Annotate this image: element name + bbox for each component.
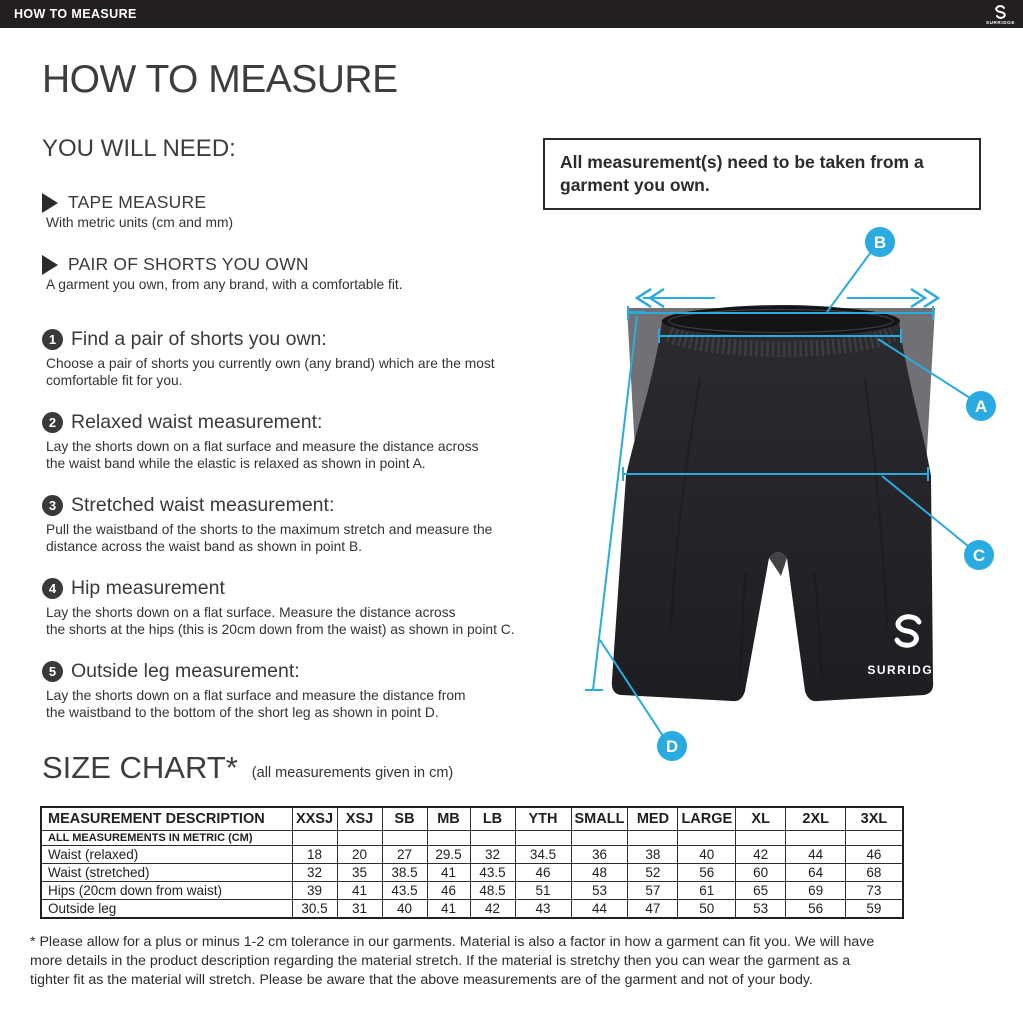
step-title: Outside leg measurement: xyxy=(71,660,300,682)
value-cell: 43 xyxy=(515,899,571,918)
step-description xyxy=(46,605,532,638)
value-cell: 47 xyxy=(628,899,678,918)
step-title: Hip measurement xyxy=(71,577,225,599)
value-cell: 61 xyxy=(678,881,736,899)
steps-list xyxy=(42,328,532,721)
value-cell: 43.5 xyxy=(470,863,515,881)
empty-cell xyxy=(736,830,786,845)
step-description xyxy=(46,522,532,555)
step-title: Stretched waist measurement: xyxy=(71,494,335,516)
step-description-line: the shorts at the hips (this is 20cm down from the waist) as shown in point C. xyxy=(46,621,515,637)
step-title: Relaxed waist measurement: xyxy=(71,411,323,433)
step-number-badge: 2 xyxy=(42,412,63,433)
value-cell: 38 xyxy=(628,845,678,863)
value-cell: 65 xyxy=(736,881,786,899)
need-item-description: With metric units (cm and mm) xyxy=(46,215,234,230)
row-label: Outside leg xyxy=(41,899,292,918)
value-cell: 44 xyxy=(786,845,846,863)
value-cell: 39 xyxy=(292,881,337,899)
stretch-arrow-left-icon xyxy=(637,289,715,307)
value-cell: 69 xyxy=(786,881,846,899)
step-number-badge: 5 xyxy=(42,661,63,682)
column-header: LARGE xyxy=(678,807,736,830)
step-number-badge: 1 xyxy=(42,329,63,350)
value-cell: 56 xyxy=(786,899,846,918)
row-label: Waist (relaxed) xyxy=(41,845,292,863)
value-cell: 46 xyxy=(846,845,903,863)
need-item-shorts xyxy=(42,254,532,292)
table-row xyxy=(41,845,903,863)
value-cell: 53 xyxy=(571,881,628,899)
value-cell: 51 xyxy=(515,881,571,899)
need-item-description: A garment you own, from any brand, with a comfortable fit. xyxy=(46,277,403,292)
column-header: MED xyxy=(628,807,678,830)
value-cell: 52 xyxy=(628,863,678,881)
main-content xyxy=(42,58,532,743)
column-header: LB xyxy=(470,807,515,830)
value-cell: 32 xyxy=(470,845,515,863)
value-cell: 31 xyxy=(337,899,382,918)
size-chart-table xyxy=(40,806,904,919)
empty-cell xyxy=(628,830,678,845)
footnote xyxy=(30,933,1005,990)
column-header: MEASUREMENT DESCRIPTION xyxy=(41,807,292,830)
empty-cell xyxy=(571,830,628,845)
column-header: 3XL xyxy=(846,807,903,830)
row-label: Hips (20cm down from waist) xyxy=(41,881,292,899)
value-cell: 18 xyxy=(292,845,337,863)
table-header-row xyxy=(41,807,903,830)
empty-cell xyxy=(337,830,382,845)
value-cell: 60 xyxy=(736,863,786,881)
value-cell: 20 xyxy=(337,845,382,863)
waist-opening xyxy=(662,306,900,336)
column-header: SB xyxy=(382,807,427,830)
crotch-shadow xyxy=(769,552,787,576)
empty-cell xyxy=(678,830,736,845)
value-cell: 42 xyxy=(470,899,515,918)
value-cell: 32 xyxy=(292,863,337,881)
value-cell: 41 xyxy=(337,881,382,899)
value-cell: 64 xyxy=(786,863,846,881)
footnote-line: * Please allow for a plus or minus 1-2 cm tolerance in our garments. Material is also a factor in how a garment can fit you. We will have xyxy=(30,934,875,950)
step-1 xyxy=(42,328,532,389)
notice-text: All measurement(s) need to be taken from a garment you own. xyxy=(560,152,924,195)
value-cell: 43.5 xyxy=(382,881,427,899)
value-cell: 50 xyxy=(678,899,736,918)
column-header: XSJ xyxy=(337,807,382,830)
table-row xyxy=(41,881,903,899)
step-title: Find a pair of shorts you own: xyxy=(71,328,327,350)
empty-cell xyxy=(427,830,470,845)
step-description xyxy=(46,439,532,472)
step-number-badge: 3 xyxy=(42,495,63,516)
value-cell: 46 xyxy=(427,881,470,899)
value-cell: 68 xyxy=(846,863,903,881)
column-header: YTH xyxy=(515,807,571,830)
value-cell: 27 xyxy=(382,845,427,863)
empty-cell xyxy=(382,830,427,845)
value-cell: 73 xyxy=(846,881,903,899)
step-description-line: comfortable fit for you. xyxy=(46,372,183,388)
empty-cell xyxy=(515,830,571,845)
value-cell: 41 xyxy=(427,899,470,918)
empty-cell xyxy=(786,830,846,845)
value-cell: 57 xyxy=(628,881,678,899)
empty-cell xyxy=(292,830,337,845)
step-5 xyxy=(42,660,532,721)
metric-note-cell: ALL MEASUREMENTS IN METRIC (CM) xyxy=(41,830,292,845)
value-cell: 41 xyxy=(427,863,470,881)
marker-d-label: D xyxy=(665,737,679,756)
need-item-label: TAPE MEASURE xyxy=(68,192,207,212)
value-cell: 44 xyxy=(571,899,628,918)
marker-c-label: C xyxy=(972,546,986,565)
value-cell: 59 xyxy=(846,899,903,918)
value-cell: 38.5 xyxy=(382,863,427,881)
metric-note-row xyxy=(41,830,903,845)
need-item-label: PAIR OF SHORTS YOU OWN xyxy=(68,254,309,274)
shorts-illustration xyxy=(575,228,1023,788)
value-cell: 48.5 xyxy=(470,881,515,899)
value-cell: 40 xyxy=(382,899,427,918)
value-cell: 30.5 xyxy=(292,899,337,918)
step-description-line: Choose a pair of shorts you currently own (any brand) which are the most xyxy=(46,356,495,371)
marker-a-label: A xyxy=(974,397,988,416)
size-chart-caption: (all measurements given in cm) xyxy=(251,765,454,781)
top-bar xyxy=(0,0,1023,28)
empty-cell xyxy=(470,830,515,845)
value-cell: 40 xyxy=(678,845,736,863)
step-description-line: Lay the shorts down on a flat surface. Measure the distance across xyxy=(46,605,456,620)
size-chart-title: SIZE CHART* xyxy=(42,750,238,785)
column-header: MB xyxy=(427,807,470,830)
topbar-title: HOW TO MEASURE xyxy=(14,7,137,21)
column-header: XXSJ xyxy=(292,807,337,830)
column-header: SMALL xyxy=(571,807,628,830)
value-cell: 56 xyxy=(678,863,736,881)
value-cell: 36 xyxy=(571,845,628,863)
surridge-logo-icon xyxy=(994,5,1007,20)
row-label: Waist (stretched) xyxy=(41,863,292,881)
footnote-line: tighter fit as the material will stretch. Please be aware that the above measurements are of the garment and not of your body. xyxy=(30,972,813,988)
value-cell: 34.5 xyxy=(515,845,571,863)
surridge-logo xyxy=(986,3,1015,26)
step-description-line: the waist band while the elastic is relaxed as shown in point A. xyxy=(46,455,426,471)
value-cell: 53 xyxy=(736,899,786,918)
value-cell: 35 xyxy=(337,863,382,881)
table-row xyxy=(41,899,903,918)
step-description-line: distance across the waist band as shown in point B. xyxy=(46,538,362,554)
page-title: HOW TO MEASURE xyxy=(42,58,398,101)
you-will-need-heading: YOU WILL NEED: xyxy=(42,135,236,162)
value-cell: 48 xyxy=(571,863,628,881)
size-chart-header xyxy=(42,750,453,786)
column-header: XL xyxy=(736,807,786,830)
step-description-line: Lay the shorts down on a flat surface and measure the distance across xyxy=(46,439,479,454)
notice-box xyxy=(543,138,981,210)
need-item-tape-measure xyxy=(42,192,532,230)
triangle-bullet-icon xyxy=(42,255,58,275)
table-row xyxy=(41,863,903,881)
empty-cell xyxy=(846,830,903,845)
step-description-line: Lay the shorts down on a flat surface and measure the distance from xyxy=(46,688,466,703)
value-cell: 29.5 xyxy=(427,845,470,863)
surridge-logo-text: SURRIDGE xyxy=(985,19,1015,25)
step-number-badge: 4 xyxy=(42,578,63,599)
marker-b-label: B xyxy=(873,233,887,252)
value-cell: 42 xyxy=(736,845,786,863)
value-cell: 46 xyxy=(515,863,571,881)
step-3 xyxy=(42,494,532,555)
step-description xyxy=(46,356,532,389)
step-2 xyxy=(42,411,532,472)
triangle-bullet-icon xyxy=(42,193,58,213)
column-header: 2XL xyxy=(786,807,846,830)
surridge-logo-text: SURRIDGE xyxy=(867,663,943,677)
step-description-line: Pull the waistband of the shorts to the maximum stretch and measure the xyxy=(46,522,493,537)
shorts-body xyxy=(612,305,933,701)
step-4 xyxy=(42,577,532,638)
stretch-arrow-right-icon xyxy=(847,289,938,307)
step-description xyxy=(46,688,532,721)
shorts-measurement-diagram xyxy=(575,228,1023,788)
footnote-line: more details in the product description regarding the material stretch. If the material is stretchy then you can wear the garment as a xyxy=(30,953,851,969)
step-description-line: the waistband to the bottom of the short leg as shown in point D. xyxy=(46,704,439,720)
